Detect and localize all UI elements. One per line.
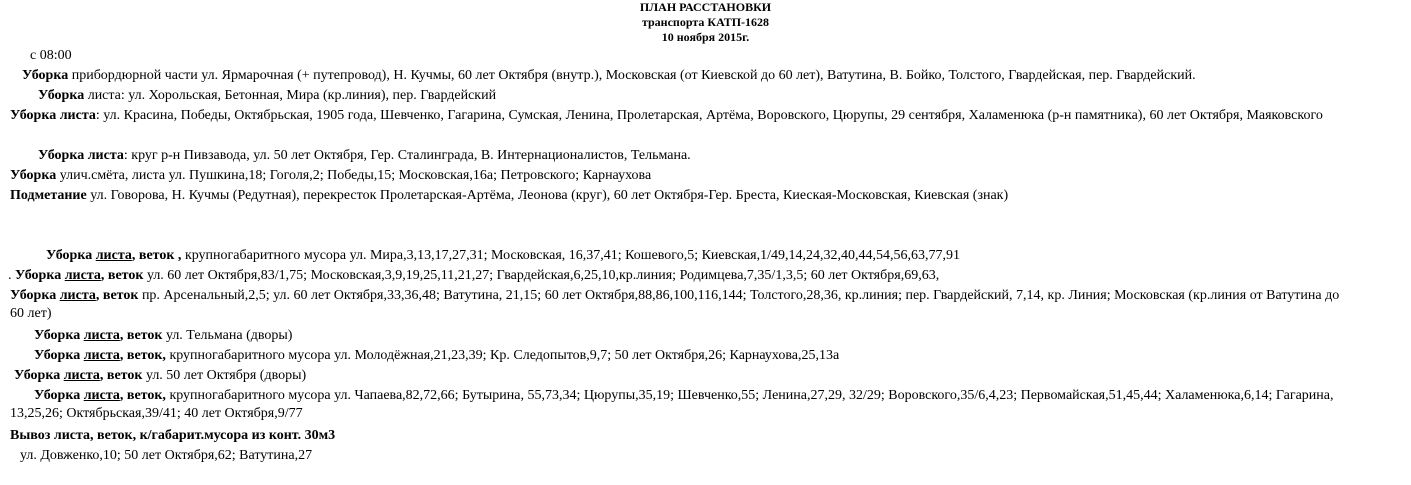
task-prefix: . [8, 268, 15, 283]
task-text: пр. Арсенальный,2,5; ул. 60 лет Октября,33,36,48; Ватутина, 21,15; 60 лет Октября,88,86,100,116,144; Толстого,28,36, кр.линия; пер. Гвардейский, 7,14, кр. Линия; Московская (кр.линия от Ватутина до 60 лет) [10, 288, 1340, 321]
task-line [10, 167, 651, 185]
task-label-start: Уборка [46, 248, 96, 263]
task-label-start: Уборка [15, 268, 65, 283]
task-text: ул. 60 лет Октября,83/1,75; Московская,3,9,19,25,11,21,27; Гвардейская,6,25,10,кр.линия; Родимцева,7,35/1,3,5; 60 лет Октября,69,63, [143, 268, 940, 283]
task-label [14, 368, 142, 383]
task-text: ул. Говорова, Н. Кучмы (Редутная), перекресток Пролетарская-Артёма, Леонова (круг), 60 лет Октября-Гер. Бреста, Киеская-Московская, Киевская (знак) [86, 188, 1009, 203]
task-line [38, 87, 496, 105]
task-label [34, 388, 166, 403]
task-label-underlined: листа [83, 348, 120, 363]
task-label-underlined: листа [83, 388, 120, 403]
task-label-underlined: листа [83, 328, 120, 343]
task-text: улич.смёта, листа ул. Пушкина,18; Гоголя,2; Победы,15; Московская,16а; Петровского; Карнаухова [56, 168, 652, 183]
task-label-start: Уборка [14, 368, 64, 383]
task-text: ул. 50 лет Октября (дворы) [142, 368, 307, 383]
task-label-end: , веток, [119, 388, 166, 403]
task-label-end: , веток [100, 268, 144, 283]
task-label-start: Уборка [10, 288, 60, 303]
task-text: крупногабаритного мусора ул. Чапаева,82,72,66; Бутырина, 55,73,34; Цюрупы,35,19; Шевченко,55; Ленина,27,29, 32/29; Воровского,35/6,4,23; Первомайская,51,45,44; Халаменюка,6,14; Гагарина, 13,25,26; Октябрьская,39/41; 40 лет Октября,9/77 [10, 388, 1334, 421]
task-text: ул. Тельмана (дворы) [162, 328, 293, 343]
task-label-end: , веток [95, 288, 139, 303]
task-label-end: , веток, [119, 348, 166, 363]
task-label-end: , веток [119, 328, 163, 343]
plan-subtitle: транспорта КАТП-1628 [641, 15, 770, 29]
task-text: : круг р-н Пивзавода, ул. 50 лет Октября, Гер. Сталинграда, В. Интернационалистов, Тельмана. [123, 148, 691, 163]
removal-title [10, 427, 335, 445]
task-label-underlined: листа [95, 248, 132, 263]
removal-title-text: Вывоз листа, веток, к/габарит.мусора из конт. 30м3 [10, 428, 336, 443]
task-label: Уборка [38, 88, 85, 103]
task-text: листа: ул. Хорольская, Бетонная, Мира (кр.линия), пер. Гвардейский [84, 88, 497, 103]
task-label [34, 348, 166, 363]
task-label-underlined: листа [63, 368, 100, 383]
task-text: крупногабаритного мусора ул. Молодёжная,21,23,39; Кр. Следопытов,9,7; 50 лет Октября,26; Карнаухова,25,13а [165, 348, 840, 363]
task-line [10, 287, 1345, 323]
task-label-start: Уборка [34, 388, 84, 403]
task-line [22, 67, 1196, 85]
task-line [34, 347, 839, 365]
task-line [38, 147, 691, 165]
task-text: крупногабаритного мусора ул. Мира,3,13,17,27,31; Московская, 16,37,41; Кошевого,5; Киевская,1/49,14,24,32,40,44,54,56,63,77,91 [181, 248, 961, 263]
task-label [46, 248, 181, 263]
task-label: Подметание [10, 188, 87, 203]
start-time: с 08:00 [30, 48, 72, 63]
task-text: : ул. Красина, Победы, Октябрьская, 1905 года, Шевченко, Гагарина, Сумская, Ленина, Пролетарская, Артёма, Воровского, Цюрупы, 29 сентября, Халаменюка (р-н памятника), 60 лет Октября, Маяковского [95, 108, 1323, 123]
task-label-underlined: листа [64, 268, 101, 283]
task-label [34, 328, 162, 343]
task-text: прибордюрной части ул. Ярмарочная (+ путепровод), Н. Кучмы, 60 лет Октября (внутр.), Московская (от Киевской до 60 лет), Ватутина, В. Бойко, Толстого, Гвардейская, пер. Гвардейский. [68, 68, 1196, 83]
task-label: Уборка [10, 168, 57, 183]
task-line [10, 107, 1405, 125]
task-label: Уборка [22, 68, 69, 83]
task-line [10, 387, 1350, 423]
task-label: Уборка листа [38, 148, 124, 163]
task-line [46, 247, 960, 265]
task-label-underlined: листа [59, 288, 96, 303]
task-label-end: , веток [99, 368, 143, 383]
task-label-start: Уборка [34, 328, 84, 343]
plan-title: ПЛАН РАССТАНОВКИ [639, 0, 772, 14]
task-line [34, 327, 292, 345]
task-label: Уборка листа [10, 108, 96, 123]
task-label [10, 288, 138, 303]
removal-text: ул. Довженко,10; 50 лет Октября,62; Ватутина,27 [20, 448, 313, 463]
task-label-end: , веток , [131, 248, 182, 263]
plan-date: 10 ноября 2015г. [661, 30, 750, 44]
task-line [10, 187, 1008, 205]
task-line [8, 267, 939, 285]
task-line [14, 367, 306, 385]
task-label [15, 268, 143, 283]
task-label-start: Уборка [34, 348, 84, 363]
